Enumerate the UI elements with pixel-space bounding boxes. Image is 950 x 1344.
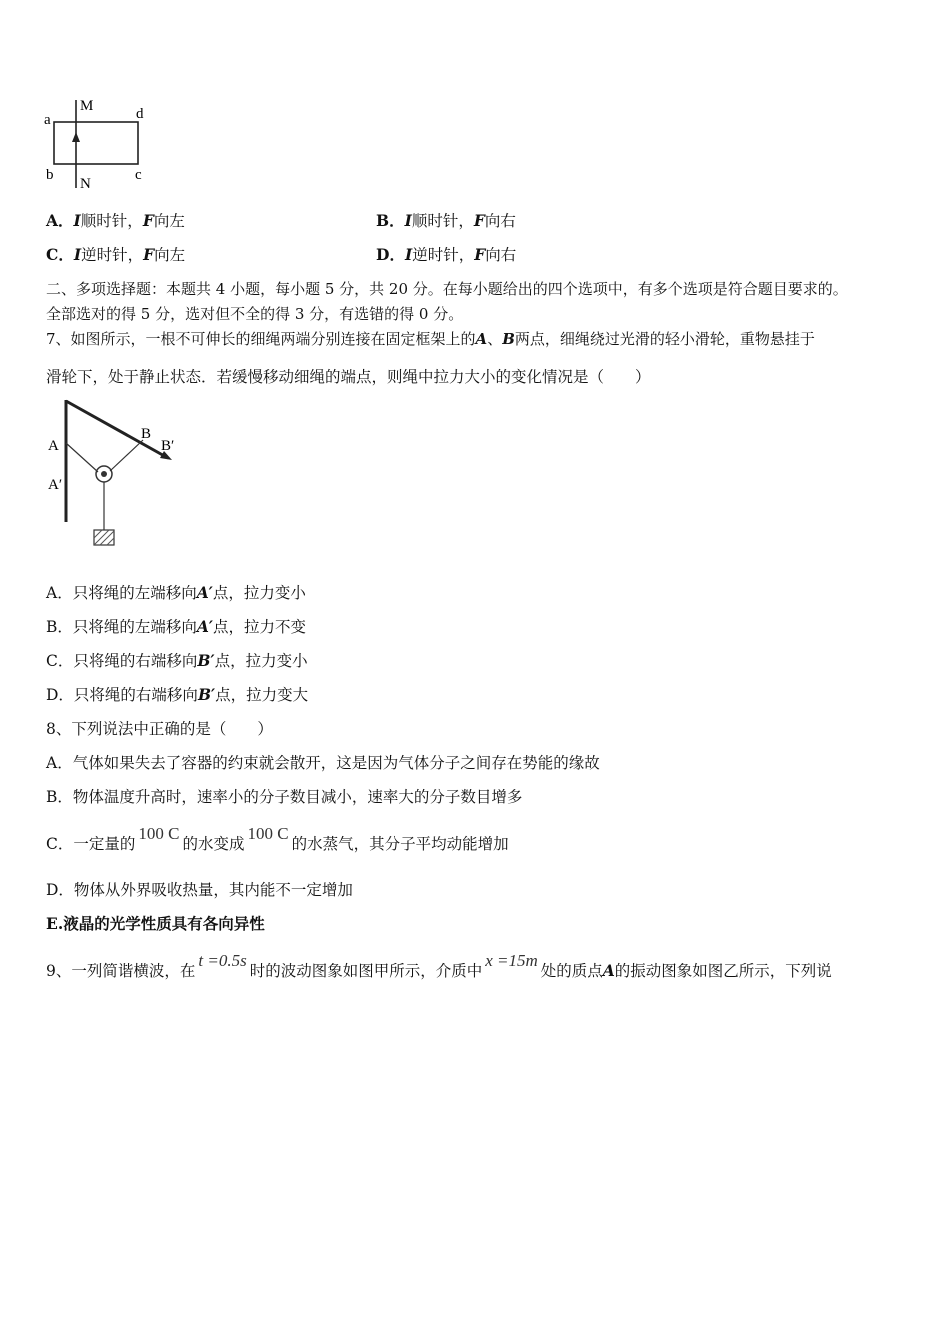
q6-option-c: C．I逆时针，F向左 bbox=[46, 245, 186, 264]
q7-stem-line1: 7、如图所示，一根不可伸长的细绳两端分别连接在固定框架上的A、B两点，细绳绕过光滑的轻小滑轮，重物悬挂于 bbox=[46, 330, 815, 348]
figure-pulley-frame bbox=[44, 396, 184, 552]
current-arrow bbox=[72, 132, 80, 142]
label-b: b bbox=[46, 167, 54, 183]
q6-option-b: B．I顺时针，F向右 bbox=[376, 211, 516, 230]
q9-stem: 9、一列简谐横波，在t =0.5s时的波动图象如图甲所示，介质中x =15m处的质点A的振动图象如图乙所示，下列说 bbox=[46, 951, 832, 980]
loop-rectangle bbox=[54, 122, 138, 164]
label-d: d bbox=[136, 106, 144, 122]
q6-option-d: D．I逆时针，F向右 bbox=[376, 245, 517, 264]
label-B: B bbox=[141, 426, 152, 442]
section2-line1: 二、多项选择题：本题共 4 小题，每小题 5 分，共 20 分。在每小题给出的四个选项中，有多个选项是符合题目要求的。 bbox=[46, 280, 848, 298]
q7-option-d: D．只将绳的右端移向B′点，拉力变大 bbox=[46, 685, 309, 704]
rope-right bbox=[110, 440, 143, 471]
q8-option-c: C．一定量的100 C的水变成100 C的水蒸气，其分子平均动能增加 bbox=[46, 824, 509, 853]
q7-option-a: A．只将绳的左端移向A′点，拉力变小 bbox=[46, 583, 306, 602]
q8-option-b: B．物体温度升高时，速率小的分子数目减小，速率大的分子数目增多 bbox=[46, 788, 523, 806]
q7-option-b: B．只将绳的左端移向A′点，拉力不变 bbox=[46, 617, 307, 636]
label-A-prime: A′ bbox=[48, 477, 63, 493]
figure-loop-wire bbox=[40, 94, 160, 194]
q8-option-d: D．物体从外界吸收热量，其内能不一定增加 bbox=[46, 881, 353, 899]
label-n: N bbox=[80, 176, 91, 192]
q8-option-e: E.液晶的光学性质具有各向异性 bbox=[46, 914, 265, 933]
label-A: A bbox=[48, 438, 59, 454]
label-a: a bbox=[44, 112, 51, 128]
section2-line2: 全部选对的得 5 分，选对但不全的得 3 分，有选错的得 0 分。 bbox=[46, 305, 464, 323]
q8-option-a: A．气体如果失去了容器的约束就会散开，这是因为气体分子之间存在势能的缘故 bbox=[46, 754, 600, 772]
q7-stem-line2: 滑轮下，处于静止状态．若缓慢移动细绳的端点，则绳中拉力大小的变化情况是（ ） bbox=[46, 368, 651, 386]
label-c: c bbox=[135, 167, 142, 183]
label-B-prime: B′ bbox=[161, 438, 175, 454]
math-t: t =0.5s bbox=[198, 951, 247, 970]
q7-option-c: C．只将绳的右端移向B′点，拉力变小 bbox=[46, 651, 308, 670]
frame-incline bbox=[66, 401, 168, 458]
q8-stem: 8、下列说法中正确的是（ ） bbox=[46, 720, 273, 738]
hanging-weight bbox=[94, 530, 114, 545]
math-100c-2: 100 C bbox=[247, 824, 289, 843]
q6-option-a: A．I顺时针，F向左 bbox=[46, 211, 185, 230]
math-100c-1: 100 C bbox=[138, 824, 180, 843]
rope-left bbox=[66, 443, 98, 472]
pulley-axle bbox=[101, 471, 107, 477]
math-x: x =15m bbox=[485, 951, 538, 970]
label-m: M bbox=[80, 98, 94, 114]
